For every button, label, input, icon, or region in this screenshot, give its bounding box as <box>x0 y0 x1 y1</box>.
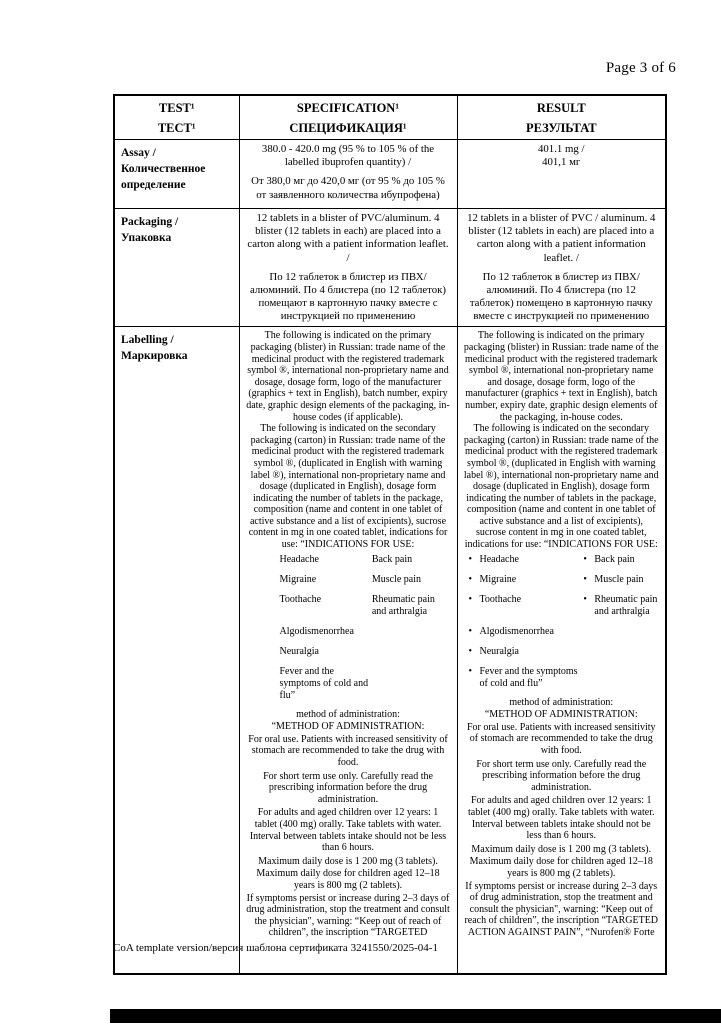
indication-item: • Toothache <box>468 594 583 618</box>
indication-item: • Fever and the symptoms of cold and flu” <box>468 666 583 690</box>
header-spec-en: SPECIFICATION¹ <box>296 101 400 115</box>
assay-test-en: Assay / <box>121 147 156 159</box>
indication-item: • Muscle pain <box>582 574 659 586</box>
indication-item: Migraine <box>279 573 317 585</box>
indication-item: • Neuralgia <box>468 646 583 658</box>
indications-list-spec <box>246 554 451 702</box>
header-spec-ru: СПЕЦИФИКАЦИЯ¹ <box>289 121 407 135</box>
method-line: Maximum daily dose is 1 200 mg (3 tablets). <box>471 843 652 855</box>
assay-result-ru: 401,1 мг <box>542 156 581 169</box>
method-line: For adults and aged children over 12 years: 1 tablet (400 mg) orally. Take tablets with water. Interval between tablets intake should not be less than 6 hours. <box>249 807 447 854</box>
header-result-ru: РЕЗУЛЬТАТ <box>525 121 597 135</box>
indication-item: Headache <box>279 553 319 565</box>
packaging-spec-en: 12 tablets in a blister of PVC/aluminum. 4 blister (12 tablets in each) are placed into a carton along with a patient information leaflet. / <box>247 212 449 264</box>
indication-item-empty <box>582 646 659 658</box>
method-line: If symptoms persist or increase during 2–3 days of drug administration, stop the treatment and consult the physician", warning: “Keep out of reach of children”, the inscription “TARGETED ACTION AGAINST PAIN”, “Nurofen® Forte <box>464 880 659 938</box>
indication-item: Muscle pain <box>371 573 421 585</box>
packaging-spec-cell <box>239 209 457 327</box>
packaging-result-ru: По 12 таблеток в блистер из ПВХ/алюминий. По 4 блистера (по 12 таблеток) помещено в картонную пачку вместе с инструкцией по применению <box>469 270 653 323</box>
assay-test-ru: Количественное определение <box>121 163 206 192</box>
header-result-en: RESULT <box>536 101 586 115</box>
assay-spec-en: 380.0 - 420.0 mg (95 % to 105 % of the labelled ibuprofen quantity) / <box>261 143 435 169</box>
indication-item-empty <box>372 646 451 658</box>
method-line: Maximum daily dose is 1 200 mg (3 tablets). <box>258 855 438 867</box>
method-line: Maximum daily dose for children aged 12–18 years is 800 mg (2 tablets). <box>469 856 653 879</box>
indication-item-empty <box>582 666 659 690</box>
method-title: “METHOD OF ADMINISTRATION: <box>484 709 638 721</box>
assay-row <box>114 140 666 209</box>
labelling-spec-content <box>246 330 451 967</box>
header-spec-cell <box>239 95 457 140</box>
method-line: For short term use only. Carefully read the prescribing information before the drug administration. <box>476 758 647 793</box>
assay-result-en: 401.1 mg / <box>538 143 585 155</box>
indications-list-result <box>464 554 660 690</box>
labelling-result-content <box>464 330 660 967</box>
indication-item: Neuralgia <box>279 645 319 657</box>
method-line: For oral use. Patients with increased sensitivity of stomach are recommended to take the drug with food. <box>248 733 448 769</box>
method-line: For adults and aged children over 12 years: 1 tablet (400 mg) orally. Take tablets with water. Interval between tablets intake should not be less than 6 hours. <box>468 795 655 842</box>
indication-item: Rheumatic pain and arthralgia <box>371 593 435 617</box>
labelling-spec-cell <box>239 327 457 974</box>
assay-spec-ru: От 380,0 мг до 420,0 мг (от 95 % до 105 % от заявленного количества ибупрофена) <box>251 175 445 201</box>
header-result-cell <box>457 95 666 140</box>
packaging-row <box>114 209 666 327</box>
indication-item-empty <box>582 626 659 638</box>
indication-item: • Rheumatic pain and arthralgia <box>582 594 659 618</box>
method-line: For oral use. Patients with increased sensitivity of stomach are recommended to take the drug with food. <box>466 721 656 757</box>
indication-item-empty <box>372 626 451 638</box>
result-paragraph-primary: The following is indicated on the primary packaging (blister) in Russian: trade name of the medicinal product with the registered trademark symbol ®, international non-proprietary name and dosage, dosage form, logo of the manufacturer (graphics + text in English), batch number, expiry date, graphic design elements of the packaging, in-house codes. <box>463 330 659 423</box>
assay-spec-cell <box>239 140 457 209</box>
labelling-test-en: Labelling / <box>121 334 174 347</box>
header-row <box>114 95 666 140</box>
method-intro: method of administration: <box>296 708 400 720</box>
labelling-result-cell <box>457 327 666 974</box>
footer-note: CoA template version/версия шаблона сертификата 3241550/2025-04-1 <box>113 942 438 954</box>
spec-paragraph-primary: The following is indicated on the primary packaging (blister) in Russian: trade name of the medicinal product with the registered trademark symbol ®, international non-proprietary name and dosage, dosage form, logo of the manufacturer (graphics + text in English), batch number, expiry date, graphic design elements of the packaging, in-house codes (if applicable). <box>246 330 450 423</box>
coa-table <box>113 94 667 975</box>
labelling-test-cell <box>114 327 239 974</box>
indication-item: • Migraine <box>468 574 583 586</box>
labelling-row <box>114 327 666 974</box>
indication-item: Fever and the symptoms of cold and flu” <box>279 665 369 701</box>
packaging-test-ru: Упаковка <box>121 232 172 245</box>
method-line: If symptoms persist or increase during 2–3 days of drug administration, stop the treatment and consult the physician", warning: “Keep out of reach of children”, the inscription “TARGETED <box>246 892 450 939</box>
indication-item: Back pain <box>371 553 413 565</box>
assay-test-cell <box>114 140 239 209</box>
header-test-en: TEST¹ <box>158 101 195 115</box>
scan-edge-bar <box>110 1009 721 1023</box>
result-paragraph-secondary: The following is indicated on the secondary packaging (carton) in Russian: trade name of the medicinal product with the registered trademark symbol ®, (duplicated in English with warning label ®), international non-proprietary name and dosage (duplicated in English), dosage form indicating the number of tablets in the package, composition (name and content in one tablet of active substance and a list of excipients), sucrose content in mg in one coated tablet, indications for use: “INDICATIONS FOR USE: <box>463 423 659 551</box>
header-test-cell <box>114 95 239 140</box>
assay-result-cell <box>457 140 666 209</box>
indication-item: • Back pain <box>582 554 659 566</box>
indication-item: • Algodismenorrhea <box>468 626 583 638</box>
spec-paragraph-secondary: The following is indicated on the secondary packaging (carton) in Russian: trade name of the medicinal product with the registered trademark symbol ®, (duplicated in English with warning label ®), international non-proprietary name and dosage (duplicated in English), dosage form indicating the number of tablets in the package, composition (name and content in one tablet of active substance and a list of excipients), sucrose content in mg in one coated tablet, indications for use: “INDICATIONS FOR USE: <box>248 423 448 551</box>
page-number: Page 3 of 6 <box>605 60 676 76</box>
labelling-test-ru: Маркировка <box>121 350 188 363</box>
indication-item: Toothache <box>279 593 322 605</box>
indication-item: • Headache <box>468 554 583 566</box>
packaging-test-en: Packaging / <box>121 216 179 228</box>
indication-item-empty <box>372 666 451 702</box>
method-line: Maximum daily dose for children aged 12–18 years is 800 mg (2 tablets). <box>256 868 440 891</box>
header-test-ru: ТЕСТ¹ <box>157 121 196 135</box>
packaging-result-en: 12 tablets in a blister of PVC / aluminum. 4 blister (12 tablets in each) are placed into a carton along with a patient information leaflet. / <box>467 212 656 264</box>
packaging-spec-ru: По 12 таблеток в блистер из ПВХ/алюминий. По 4 блистера (по 12 таблеток) помещают в картонную пачку вместе с инструкцией по применению <box>250 270 446 323</box>
method-title: “METHOD OF ADMINISTRATION: <box>271 721 425 733</box>
indication-item: Algodismenorrhea <box>279 625 354 637</box>
packaging-test-cell <box>114 209 239 327</box>
method-intro: method of administration: <box>509 696 614 708</box>
packaging-result-cell <box>457 209 666 327</box>
method-line: For short term use only. Carefully read the prescribing information before the drug administration. <box>263 770 433 805</box>
